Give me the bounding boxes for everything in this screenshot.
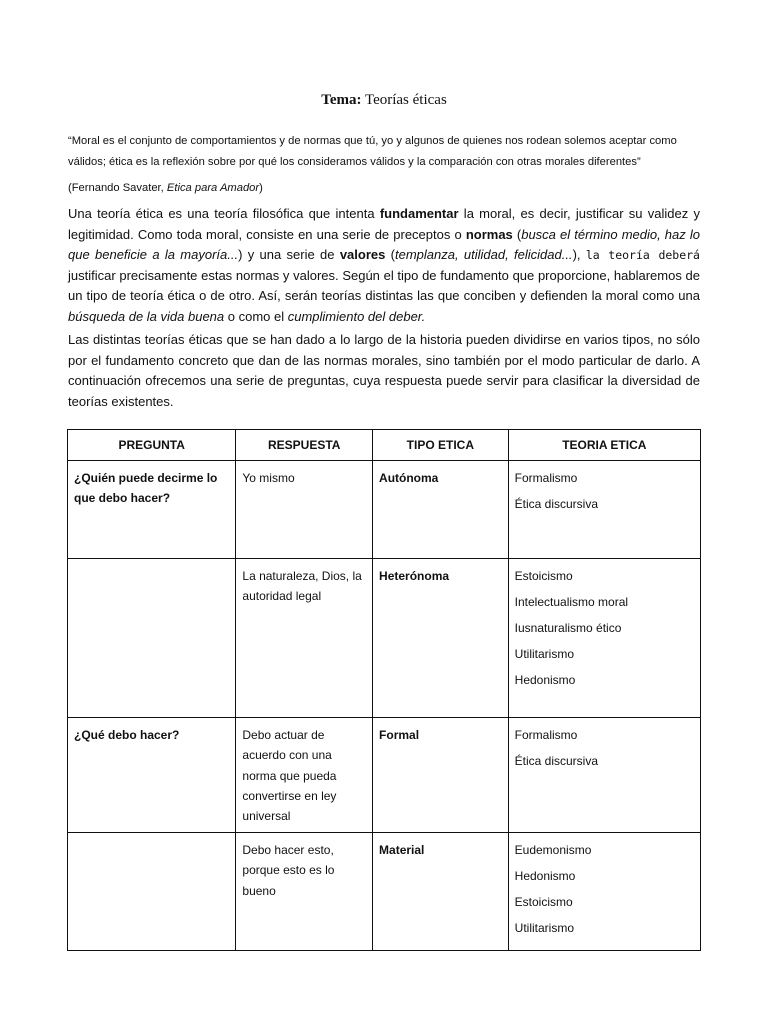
p1-text: ( bbox=[385, 247, 395, 263]
title-text: Teorías éticas bbox=[364, 92, 447, 108]
theory-item: Hedonismo bbox=[514, 673, 576, 688]
cell-tipo: Autónoma bbox=[373, 461, 509, 559]
cell-respuesta: Yo mismo bbox=[236, 461, 373, 559]
attribution-prefix: (Fernando Savater, bbox=[68, 182, 167, 194]
theory-item: Iusnaturalismo ético bbox=[514, 621, 622, 636]
theory-item: Hedonismo bbox=[514, 869, 576, 884]
p1-bold-fundamentar: fundamentar bbox=[379, 206, 459, 221]
theory-item: Intelectualismo moral bbox=[514, 595, 629, 610]
theory-item: Utilitarismo bbox=[514, 647, 574, 662]
cell-respuesta: Debo actuar de acuerdo con una norma que pueda convertirse en ley universal bbox=[236, 718, 373, 833]
header-pregunta: PREGUNTA bbox=[68, 430, 236, 461]
p1-mono-text: la teoría deberá bbox=[585, 248, 700, 263]
p1-text: ( bbox=[512, 226, 522, 242]
p1-bold-valores: valores bbox=[339, 247, 386, 263]
quote-text: “Moral es el conjunto de comportamientos y de normas que tú, yo y algunos de quienes nos rodean solemos aceptar como válidos; ética es la reflexión sobre por qué los consideramos válidos y la comparación con otras morales diferentes” bbox=[68, 135, 677, 168]
cell-pregunta: ¿Qué debo hacer? bbox=[68, 718, 236, 833]
theory-item: Estoicismo bbox=[514, 569, 573, 584]
title-label: Tema: bbox=[321, 92, 362, 108]
p1-text: ), bbox=[572, 247, 586, 263]
attribution-book: Etica para Amador bbox=[166, 182, 260, 194]
cell-tipo: Material bbox=[373, 833, 509, 951]
p1-italic-examples: busca el término medio, haz lo que beneficie a la mayoría... bbox=[68, 226, 700, 263]
cell-pregunta: ¿Quién puede decirme lo que debo hacer? bbox=[68, 461, 236, 559]
p1-text: o como el bbox=[224, 308, 288, 324]
cell-respuesta: Debo hacer esto, porque esto es lo bueno bbox=[236, 833, 373, 951]
cell-teorias bbox=[508, 559, 700, 718]
page-title bbox=[0, 92, 768, 109]
cell-teorias bbox=[508, 718, 700, 833]
theory-item: Formalismo bbox=[514, 728, 578, 743]
ethics-table bbox=[67, 429, 701, 951]
header-tipo-etica: TIPO ETICA bbox=[373, 430, 509, 461]
paragraph-1 bbox=[68, 204, 700, 328]
cell-teorias bbox=[508, 833, 700, 951]
header-respuesta: RESPUESTA bbox=[236, 430, 373, 461]
p1-italic-deber: cumplimiento del deber. bbox=[287, 308, 426, 324]
p1-text: ) y una serie de bbox=[238, 247, 340, 263]
paragraph-2: Las distintas teorías éticas que se han dado a lo largo de la historia pueden dividirse en varios tipos, no sólo por el fundamento concreto que dan de las normas morales, sino también por el modo particular de darlo. A continuación ofrecemos una serie de preguntas, cuya respuesta puede servir para clasificar la diversidad de teorías existentes. bbox=[68, 332, 700, 409]
theory-item: Utilitarismo bbox=[514, 921, 574, 936]
theory-item: Eudemonismo bbox=[514, 843, 592, 858]
header-teoria-etica: TEORIA ETICA bbox=[508, 430, 700, 461]
cell-teorias bbox=[508, 461, 700, 559]
cell-respuesta: La naturaleza, Dios, la autoridad legal bbox=[236, 559, 373, 718]
table-row bbox=[68, 461, 701, 559]
p1-text: Una teoría ética es una teoría filosófica que intenta bbox=[68, 206, 380, 221]
p1-text: la moral, es decir, justificar su validez y legitimidad. Como toda moral, consiste en una serie de preceptos o bbox=[68, 206, 700, 242]
theory-item: Formalismo bbox=[514, 471, 578, 486]
table-row bbox=[68, 833, 701, 951]
table-header-row bbox=[68, 430, 701, 461]
p1-text: justificar precisamente estas normas y valores. Según el tipo de fundamento que proporcione, hablaremos de un tipo de teoría ética o de otro. Así, serán teorías distintas las que conciben y defienden la moral como una bbox=[68, 267, 700, 304]
quote-attribution bbox=[68, 178, 700, 199]
p1-italic-values: templanza, utilidad, felicidad... bbox=[395, 247, 573, 263]
p1-italic-vida-buena: búsqueda de la vida buena bbox=[68, 308, 225, 324]
theory-item: Estoicismo bbox=[514, 895, 573, 910]
cell-tipo: Heterónoma bbox=[373, 559, 509, 718]
attribution-suffix: ) bbox=[259, 182, 263, 194]
table-row bbox=[68, 559, 701, 718]
theory-item: Ética discursiva bbox=[514, 754, 599, 769]
cell-pregunta bbox=[68, 559, 236, 718]
cell-tipo: Formal bbox=[373, 718, 509, 833]
theory-item: Ética discursiva bbox=[514, 497, 599, 512]
cell-pregunta bbox=[68, 833, 236, 951]
p1-bold-normas: normas bbox=[465, 226, 513, 242]
table-row bbox=[68, 718, 701, 833]
